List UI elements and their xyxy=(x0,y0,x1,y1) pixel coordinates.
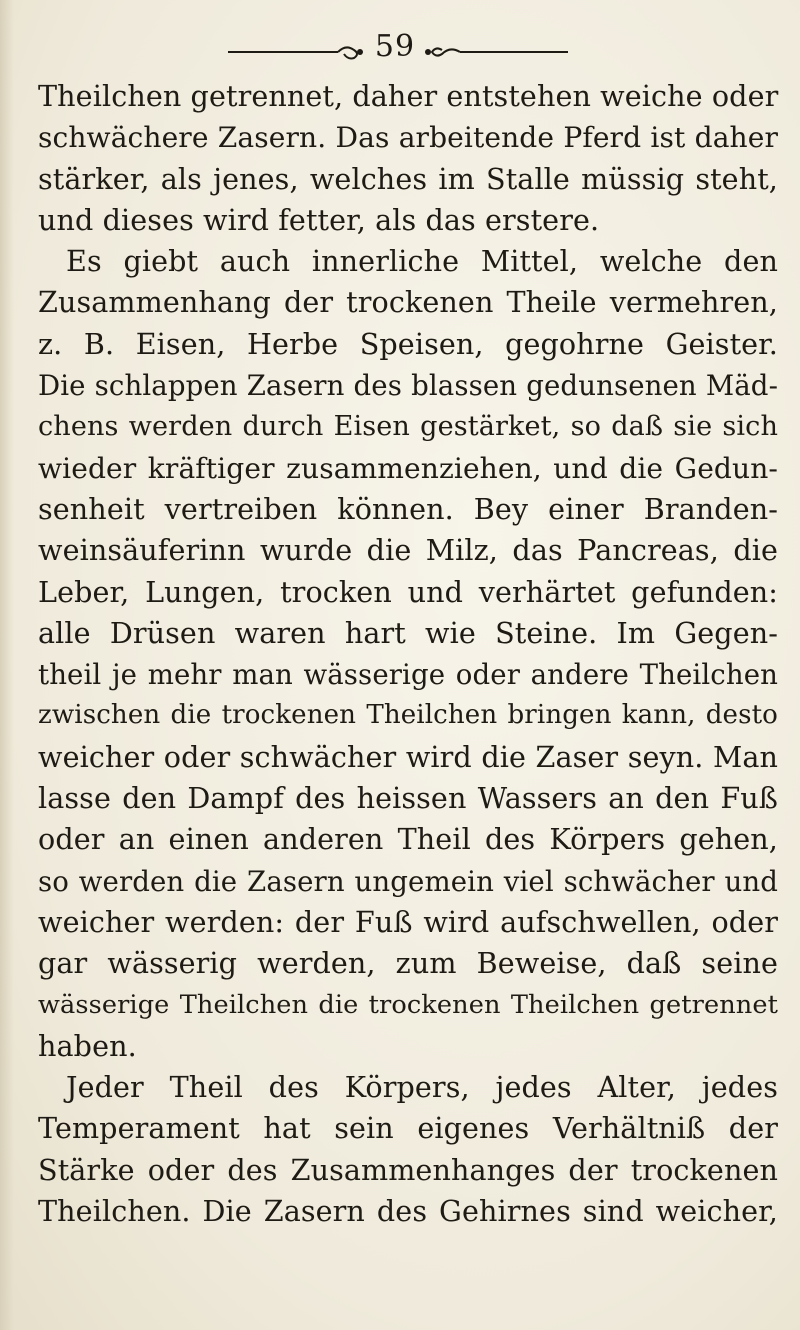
page-header xyxy=(0,28,800,68)
text-line: weinsäuferinn wurde die Milz, das Pancreas, die xyxy=(38,533,778,568)
body-text xyxy=(38,76,778,1232)
text-line: Die schlappen Zasern des blassen gedunsenen Mäd- xyxy=(38,369,778,403)
text-line: Jeder Theil des Körpers, jedes Alter, jedes xyxy=(66,1070,778,1105)
text-line: wieder kräftiger zusammenziehen, und die Gedun- xyxy=(38,451,778,485)
text-line: lasse den Dampf des heissen Wassers an den Fuß xyxy=(38,781,778,816)
text-line: gar wässerig werden, zum Beweise, daß seine xyxy=(38,946,778,981)
text-line: schwächere Zasern. Das arbeitende Pferd ist daher xyxy=(38,121,778,155)
text-line: oder an einen anderen Theil des Körpers gehen, xyxy=(38,822,778,857)
text-line: haben. xyxy=(38,1028,137,1063)
text-line: Theilchen. Die Zasern des Gehirnes sind weicher, xyxy=(38,1194,778,1229)
text-line: weicher oder schwächer wird die Zaser seyn. Man xyxy=(38,739,778,774)
text-line: wässerige Theilchen die trockenen Theilchen getrennet xyxy=(38,989,778,1020)
text-line: alle Drüsen waren hart wie Steine. Im Gegen- xyxy=(38,615,778,650)
text-line: theil je mehr man wässerige oder andere Theilchen xyxy=(38,658,778,692)
text-line: so werden die Zasern ungemein viel schwächer und xyxy=(38,864,778,898)
text-line: stärker, als jenes, welches im Stalle müssig steht, xyxy=(38,161,778,196)
text-line: Stärke oder des Zusammenhanges der trockenen xyxy=(38,1152,778,1187)
page-number: 59 xyxy=(374,29,416,64)
text-line: z. B. Eisen, Herbe Speisen, gegohrne Geister. xyxy=(38,326,778,361)
text-line: Zusammenhang der trockenen Theile vermehren, xyxy=(38,285,778,320)
text-line: zwischen die trockenen Theilchen bringen kann, desto xyxy=(38,700,778,731)
decorative-rule-right-icon xyxy=(420,42,570,62)
text-line: und dieses wird fetter, als das erstere. xyxy=(38,202,600,237)
page-gutter-shadow xyxy=(0,0,14,1330)
decorative-rule-left-icon xyxy=(226,42,366,62)
text-line: weicher werden: der Fuß wird aufschwellen, oder xyxy=(38,904,778,939)
text-line: senheit vertreiben können. Bey einer Branden- xyxy=(38,491,778,526)
text-line: Leber, Lungen, trocken und verhärtet gefunden: xyxy=(38,574,778,609)
text-line: Es giebt auch innerliche Mittel, welche den xyxy=(66,244,778,279)
text-line: Temperament hat sein eigenes Verhältniß der xyxy=(38,1111,778,1146)
text-line: Theilchen getrennet, daher entstehen weiche oder xyxy=(38,79,779,113)
text-line: chens werden durch Eisen gestärket, so daß sie sich xyxy=(38,411,778,443)
